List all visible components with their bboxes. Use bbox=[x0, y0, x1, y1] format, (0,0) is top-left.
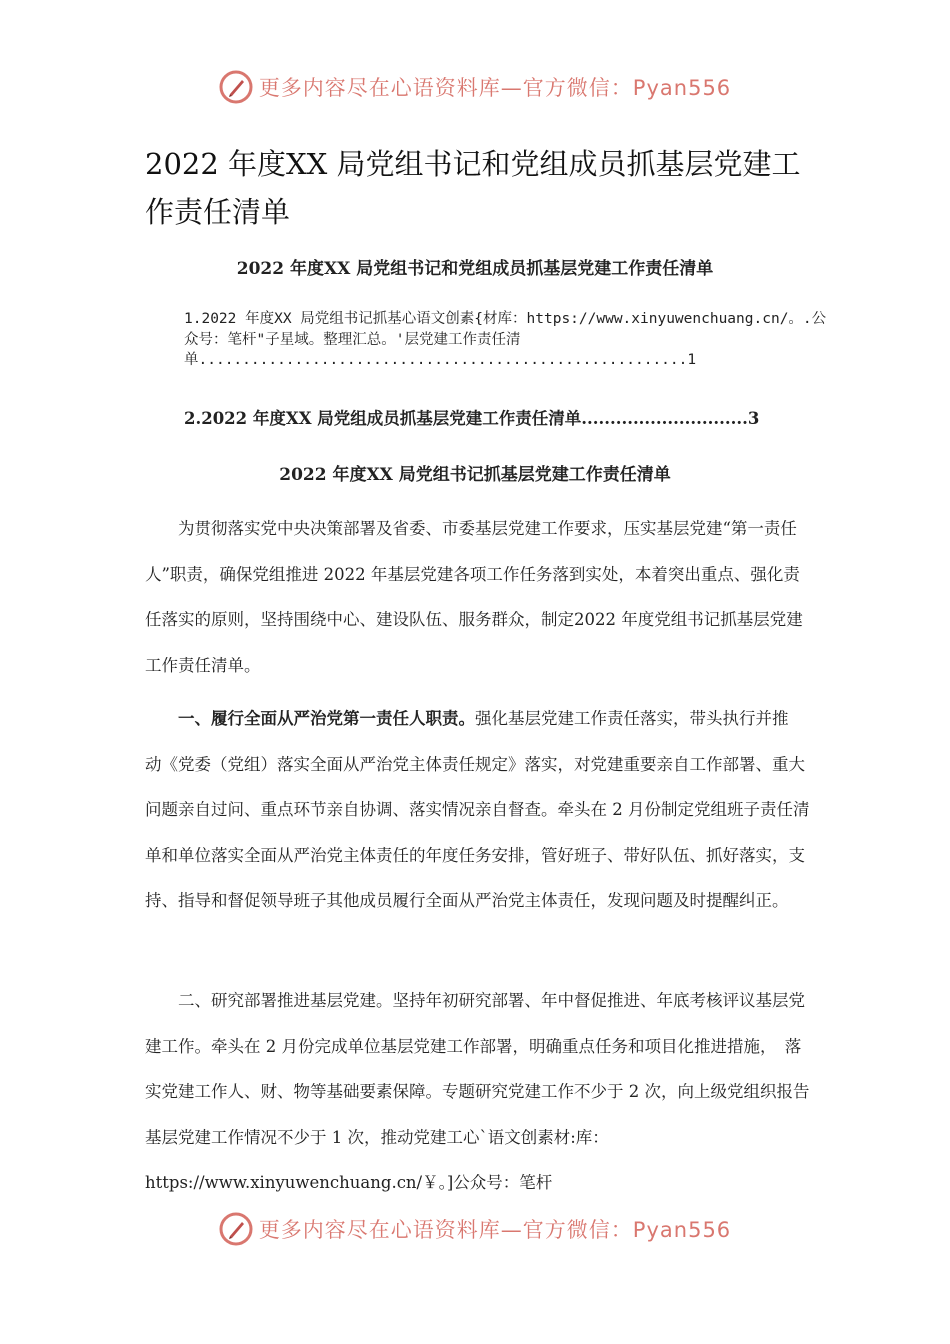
banner-text: 更多内容尽在心语资料库—官方微信：Pyan556 bbox=[258, 76, 732, 100]
section-heading: 2022 年度XX 局党组书记抓基层党建工作责任清单 bbox=[279, 465, 671, 485]
header-watermark-banner bbox=[0, 70, 950, 104]
intro-paragraph bbox=[145, 506, 810, 688]
document-subtitle: 2022 年度XX 局党组书记和党组成员抓基层党建工作责任清单 bbox=[236, 259, 714, 279]
banner-text: 更多内容尽在心语资料库—官方微信：Pyan556 bbox=[258, 1218, 732, 1242]
pen-logo-icon bbox=[219, 1212, 253, 1246]
item-1-body: 强化基层党建工作责任落实，带头执行并推 动《党委（党组）落实全面从严治党主体责任规定》落实，对党建重要亲自工作部署、重大问题亲自过问、重点环节亲自协调、落实情况亲自督查。牵头在 2 月份制定党组班子责任清单和单位落实全面从严治党主体责任的年度任务安排，管好班子、带好队伍、抓好落实，支持、指导和督促领导班子其他成员履行全面从严治党主体责任，发现问题及时提醒纠正。 bbox=[145, 709, 810, 910]
item-1-lead: 一、履行全面从严治党第一责任人职责。 bbox=[178, 709, 475, 728]
footer-watermark-banner bbox=[0, 1212, 950, 1246]
item-2-paragraph bbox=[145, 978, 810, 1206]
intro-text: 为贯彻落实党中央决策部署及省委、市委基层党建工作要求，压实基层党建“第一责任人”职责，确保党组推进 2022 年基层党建各项工作任务落到实处，本着突出重点、强化责任落实的原则，坚持围绕中心、建设队伍、服务群众，制定2022 年度党组书记抓基层党建工作责任清单。 bbox=[145, 519, 803, 675]
toc-entry-2[interactable]: 2.2022 年度XX 局党组成员抓基层党建工作责任清单.............................3 bbox=[184, 409, 760, 428]
toc-entry-1[interactable]: 1.2022 年度XX 局党组书记抓基心语文创素{材库：https://www.xinyuwenchuang.cn/。.公众号：笔杆"子星域。整理汇总。'层党建工作责任清单........................................................1 bbox=[184, 311, 827, 368]
item-2-text: 二、研究部署推进基层党建。坚持年初研究部署、年中督促推进、年底考核评议基层党建工作。牵头在 2 月份完成单位基层党建工作部署，明确重点任务和项目化推进措施， 落实党建工作人、财、物等基础要素保障。专题研究党建工作不少于 2 次，向上级党组织报告基层党建工作情况不少于 1 次，推动党建工心`语文创素材:库：https://www.xinyuwenchuang.cn/￥。]公众号：笔杆 bbox=[145, 991, 810, 1192]
pen-logo-icon bbox=[219, 70, 253, 104]
document-title: 2022 年度XX 局党组书记和党组成员抓基层党建工作责任清单 bbox=[145, 147, 801, 229]
item-1-paragraph bbox=[145, 696, 810, 924]
